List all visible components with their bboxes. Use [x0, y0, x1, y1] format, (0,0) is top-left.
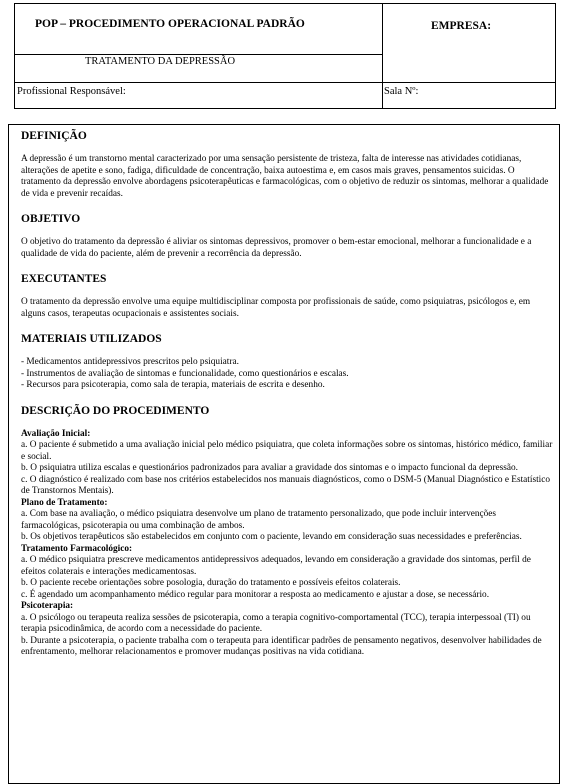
document-subtitle: TRATAMENTO DA DEPRESSÃO [85, 56, 236, 67]
list-item: b. O psiquiatra utiliza escalas e questionários padronizados para avaliar a gravidade dos sintomas e o impacto funcional da depressão. [21, 463, 518, 473]
subsection-title-farmacologico: Tratamento Farmacológico: [21, 543, 133, 554]
list-item: - Medicamentos antidepressivos prescritos pelo psiquiatra. [21, 357, 239, 367]
document-title: POP – PROCEDIMENTO OPERACIONAL PADRÃO [35, 18, 305, 30]
definicao-text: A depressão é um transtorno mental caracterizado por uma sensação persistente de tristeza, falta de interesse nas atividades cotidianas, alterações de apetite e sono, fadiga, dificuldade de concentração, baixa autoestima e, em casos mais graves, pensamentos suicidas. O tratamento da depressão envolve abordagens psicoterapêuticas e farmacológicas, com o objetivo de reduzir os sintomas, melhorar a qualidade de vida e prevenir recaídas. [21, 154, 549, 199]
list-item: b. O paciente recebe orientações sobre posologia, duração do tratamento e possíveis efeitos colaterais. [21, 578, 401, 588]
list-item: - Recursos para psicoterapia, como sala de terapia, materiais de escrita e desenho. [21, 380, 325, 390]
executantes-text: O tratamento da depressão envolve uma equipe multidisciplinar composta por profissionais de saúde, como psiquiatras, psicólogos e, em alguns casos, terapeutas ocupacionais e assistentes sociais. [21, 297, 531, 319]
header-divider-1 [15, 54, 383, 55]
list-item: a. Com base na avaliação, o médico psiquiatra desenvolve um plano de tratamento personalizado, que pode incluir intervenções farmacológicas, psicoterapia ou uma combinação de ambos. [21, 509, 497, 531]
list-item: a. O médico psiquiatra prescreve medicamentos antidepressivos adequados, levando em consideração a gravidade dos sintomas, perfil de efeitos colaterais e interações medicamentosas. [21, 555, 531, 577]
section-title-definicao: DEFINIÇÃO [21, 130, 87, 142]
section-title-executantes: EXECUTANTES [21, 273, 107, 285]
section-title-objetivo: OBJETIVO [21, 213, 81, 225]
objetivo-text: O objetivo do tratamento da depressão é aliviar os sintomas depressivos, promover o bem-estar emocional, melhorar a funcionalidade e a qualidade de vida do paciente, além de prevenir a recorrência da depressão. [21, 237, 532, 259]
header-table [14, 3, 556, 109]
section-title-descricao: DESCRIÇÃO DO PROCEDIMENTO [21, 404, 210, 417]
materiais-list [21, 357, 553, 392]
header-divider-2 [15, 82, 555, 83]
sala-label: Sala Nº: [384, 86, 419, 97]
list-item: - Instrumentos de avaliação de sintomas e funcionalidade, como questionários e escalas. [21, 368, 349, 379]
list-item: a. O paciente é submetido a uma avaliação inicial pelo médico psiquiatra, que coleta informações sobre os sintomas, histórico médico, familiar e social. [21, 440, 553, 462]
list-item: c. O diagnóstico é realizado com base nos critérios estabelecidos nos manuais diagnósticos, como o DSM-5 (Manual Diagnóstico e Estatístico de Transtornos Mentais). [21, 474, 551, 496]
list-item: b. Durante a psicoterapia, o paciente trabalha com o terapeuta para identificar padrões de pensamento negativos, desenvolver habilidades de enfrentamento, melhorar relacionamentos e promover mudanças positivas na vida cotidiana. [21, 635, 542, 657]
list-item: c. É agendado um acompanhamento médico regular para monitorar a resposta ao medicamento e ajustar a dose, se necessário. [21, 589, 490, 600]
list-item: b. Os objetivos terapêuticos são estabelecidos em conjunto com o paciente, levando em consideração suas necessidades e preferências. [21, 532, 522, 542]
header-divider-vertical [382, 4, 383, 108]
subsection-title-psicoterapia: Psicoterapia: [21, 601, 74, 611]
empresa-label: EMPRESA: [431, 20, 492, 32]
subsection-title-avaliacao: Avaliação Inicial: [21, 428, 91, 439]
content-box [8, 124, 560, 784]
section-title-materiais: MATERIAIS UTILIZADOS [21, 333, 162, 345]
subsection-title-plano: Plano de Tratamento: [21, 497, 108, 508]
list-item: a. O psicólogo ou terapeuta realiza sessões de psicoterapia, como a terapia cognitivo-comportamental (TCC), terapia interpessoal (TI) ou terapia psicodinâmica, de acordo com a necessidade do paciente. [21, 612, 531, 634]
profissional-label: Profissional Responsável: [17, 86, 126, 97]
